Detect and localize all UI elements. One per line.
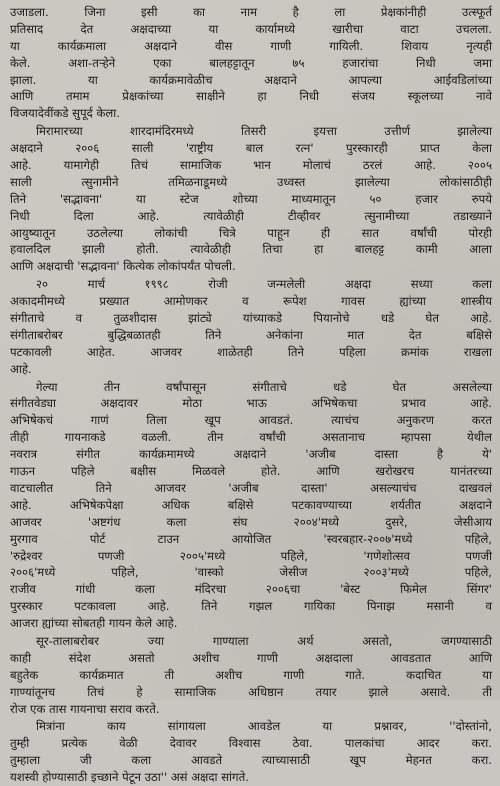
- text-line: यशस्वी होण्यासाठी इच्छाने पेटून उठा'' असं अक्षदा सांगते.: [10, 770, 249, 785]
- text-line: या कार्यक्रमाला अक्षदाने वीस गाणी गायिली. शिवाय नृत्यही: [10, 38, 492, 53]
- text-line: अकादमीमध्ये प्रख्यात आमोणकर व रूपेश गावस ह्यांच्या शास्त्रीय: [10, 294, 492, 309]
- article-paragraph: [10, 123, 492, 275]
- text-line: आयुष्यातून उठलेल्या लोकांची चित्रे पाहून ही सात वर्षांची पोरही: [10, 225, 492, 240]
- text-line: पटकावली आहेत. आजवर शाळेतही तिने पहिला क्रमांक राखला: [10, 344, 492, 359]
- text-line: साली त्सुनामीने तमिळनाडूमध्ये उध्वस्त झालेल्या लोकांसाठीही: [10, 174, 492, 189]
- text-line: वाटचालीत तिने आजवर 'अजीब दास्ता' असल्याचंच दाखवलं: [10, 480, 492, 495]
- text-line: झाला. या कार्यक्रमावेळीच अक्षदाने आपल्या आईवडिलांच्या: [10, 72, 492, 87]
- text-line: तुम्हाला जी कला आवडते त्याच्यासाठी खूप मेहनत करा.: [10, 753, 492, 768]
- text-line: गेल्या तीन वर्षांपासून संगीताचे धडे घेत असलेल्या: [36, 379, 492, 394]
- text-line: आहे. अभिषेकपेक्षा अधिक बक्षिसे पटकावण्याच्या शर्यतीत अक्षदाने: [10, 497, 492, 512]
- article-body: [10, 4, 492, 786]
- text-line: आणि तमाम प्रेक्षकांच्या साक्षीने हा निधी संजय स्कूलच्या नावे: [10, 89, 492, 104]
- text-line: २० मार्च १९९८ रोजी जन्मलेली अक्षदा सध्या कला: [36, 277, 492, 292]
- text-line: सूर-तालाबरोबर ज्या गाण्याला अर्थ असतो, जगण्यासाठी: [36, 633, 492, 648]
- text-line: 'रुद्रेश्वर पणजी २००५'मध्ये पहिले, 'गणेशोत्सव पणजी: [10, 548, 492, 563]
- article-paragraph: [10, 4, 492, 122]
- text-line: संगीताचे व तुळशीदास झांट्ये यांच्याकडे पियानोचे धडे घेत आहे.: [10, 311, 492, 326]
- text-line: आजवर 'अष्टगंध कला संघ २००४'मध्ये दुसरे, जेसीआय: [10, 514, 492, 529]
- article-paragraph: [10, 633, 492, 717]
- text-line: अभिषेकचं गाणं तिला खूप आवडतं. त्याचंच अनुकरण करत: [10, 413, 492, 428]
- text-line: मुरगाव पोर्ट टाउन आयोजित 'स्वरबहार-२००७'मध्ये पहिले,: [10, 531, 492, 546]
- text-line: केले. अशा-तऱ्हेने एका बालहट्टातून ७५ हजारांचा निधी जमा: [10, 55, 492, 70]
- text-line: गाण्यांतूनच तिचं हे सामाजिक अधिष्ठान तयार झाले असावे. ती: [10, 684, 492, 699]
- text-line: अक्षदाने २००६ साली 'राष्ट्रीय बाल रत्न' पुरस्कारही प्राप्त केला: [10, 141, 492, 156]
- text-line: विजयादेवींकडे सुपूर्द केला.: [10, 106, 120, 121]
- text-line: २००६'मध्ये पहिले, 'वास्को जेसीज २००३'मध्ये पहिले,: [10, 565, 492, 580]
- text-line: मिरामारच्या शारदामंदिरमध्ये तिसरी इयत्ता उत्तीर्ण झालेल्या: [36, 124, 492, 139]
- text-line: राजीव गांधी कला मंदिरचा २००६चा 'बेस्ट फिमेल सिंगर': [10, 582, 492, 597]
- text-line: आहे. यामागेही तिचं सामाजिक भान मोलाचं ठरलं आहे. २००५: [10, 158, 492, 173]
- text-line: तुम्ही प्रत्येक वेळी देवावर विश्वास ठेवा. पालकांचा आदर करा.: [10, 736, 492, 751]
- text-line: संगीताबरोबर बुद्धिबळातही तिने अनेकांना मात देत बक्षिसे: [10, 327, 492, 342]
- text-line: तीही गायनाकडे वळली. तीन वर्षांची असतानाच म्हापसा येथील: [10, 430, 492, 445]
- text-line: तिने 'सद्भावना' या स्टेज शोच्या माध्यमातून ५० हजार रुपये: [10, 191, 492, 206]
- text-line: नवरात्र संगीत कार्यक्रमामध्ये अक्षदाने 'अजीब दास्ता है ये': [10, 447, 492, 462]
- article-paragraph: [10, 379, 492, 632]
- text-line: मित्रांना काय सांगायला आवडेल या प्रश्नावर, ''दोस्तांनो,: [36, 719, 492, 734]
- text-line: संगीतवेड्या अक्षदावर मोठा भाऊ अभिषेकचा प्रभाव आहे.: [10, 396, 492, 411]
- text-line: आणि अक्षदाची 'सद्भावना' कित्येक लोकांपर्यंत पोचली.: [10, 259, 236, 274]
- text-line: आहे.: [10, 361, 32, 376]
- article-paragraph: [10, 276, 492, 377]
- text-line: गाऊन पहिले बक्षीस मिळवले होते. आणि खरोखरच यानंतरच्या: [10, 464, 492, 479]
- text-line: काही संदेश असतो अशीच गाणी अक्षदाला आवडतात आणि: [10, 650, 492, 665]
- text-line: आजरा ह्यांच्या सोबतही गायन केले आहे.: [10, 616, 178, 631]
- text-line: बहुतेक कार्यक्रमात ती अशीच गाणी गाते. कदाचित या: [10, 667, 492, 682]
- text-line: प्रतिसाद देत अक्षदाच्या या कार्यामध्ये खारीचा वाटा उचलला.: [10, 21, 492, 36]
- text-line: रोज एक तास गायनाचा सराव करते.: [10, 701, 160, 716]
- text-line: पुरस्कार पटकावला आहे. तिने गझल गायिका पिनाझ मसानी व: [10, 599, 492, 614]
- article-paragraph: [10, 718, 492, 786]
- text-line: उजाडला. जिना इसी का नाम है ला प्रेक्षकांनीही उत्स्फूर्त: [10, 5, 492, 19]
- text-line: हवालदिल झाली होती. त्यावेळीही तिचा हा बालहट्ट कामी आला: [10, 242, 492, 257]
- text-line: निधी दिला आहे. त्यावेळीही टीव्हीवर त्सुनामीच्या तडाख्याने: [10, 208, 492, 223]
